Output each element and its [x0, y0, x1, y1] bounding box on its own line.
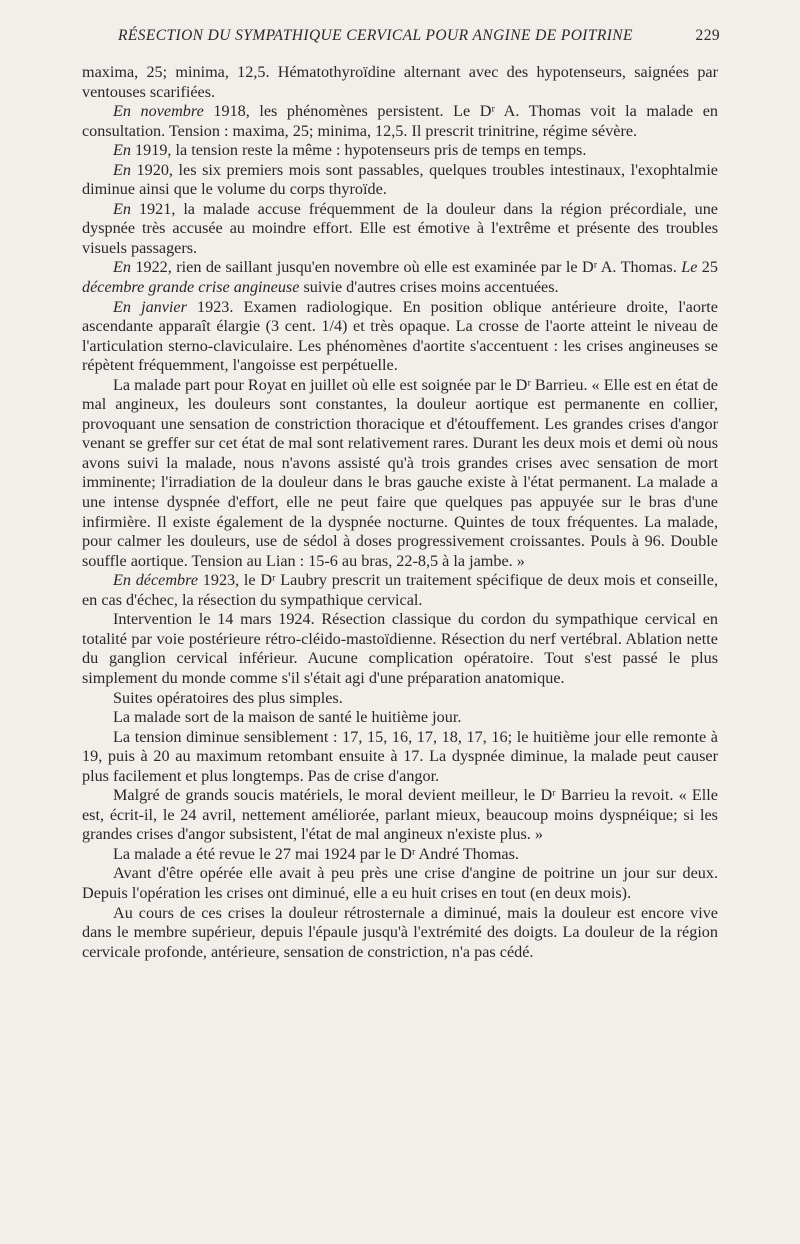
- text-run: La tension diminue sensiblement : 17, 15, 16, 17, 18, 17, 16; le huitième jour elle remonte à 19, puis à 20 au maximum retombant ensuite à 17. La dyspnée diminue, la malade peut causer plus facilement et plus longtemps. Pas de crise d'angor.: [82, 727, 718, 785]
- paragraph: [82, 63, 718, 102]
- italic-text: En décembre: [113, 571, 199, 590]
- text-run: suivie d'autres crises moins accentuées.: [299, 278, 559, 297]
- text-run: 1923, le Dʳ Laubry prescrit un traitement spécifique de deux mois et conseille, en cas d'échec, la résection du sympathique cervical.: [82, 571, 718, 609]
- paragraph: [82, 200, 718, 259]
- running-title: RÉSECTION DU SYMPATHIQUE CERVICAL POUR ANGINE DE POITRINE: [118, 27, 633, 44]
- paragraph: [82, 298, 718, 376]
- italic-text: En novembre: [113, 102, 204, 121]
- italic-text: En janvier: [113, 297, 187, 316]
- text-run: Malgré de grands soucis matériels, le moral devient meilleur, le Dʳ Barrieu la revoit. « Elle est, écrit-il, le 24 avril, nettement améliorée, parlant mieux, beaucoup moins dyspnéique; si les grandes crises d'angor subsistent, l'état de mal angineux n'existe plus. »: [82, 786, 718, 844]
- text-run: 1922, rien de saillant jusqu'en novembre où elle est examinée par le Dʳ A. Thomas.: [130, 258, 682, 277]
- italic-text: En: [113, 199, 131, 218]
- paragraph: [82, 141, 718, 161]
- paragraph: [82, 864, 718, 903]
- italic-text: décembre grande crise angineuse: [82, 278, 300, 297]
- text-run: Intervention le 14 mars 1924. Résection classique du cordon du sympathique cervical en totalité par voie postérieure rétro-cléido-mastoïdienne. Résection du nerf vertébral. Ablation nette du ganglion cervical inférieur. Aucune complication opératoire. Tout s'est passé le plus simplement du monde comme s'il s'était agi d'une préparation anatomique.: [82, 610, 718, 687]
- paragraph: [82, 904, 718, 963]
- text-run: 1923. Examen radiologique. En position oblique antérieure droite, l'aorte ascendante apparaît élargie (3 cent. 1/4) et très opaque. La crosse de l'aorte atteint le niveau de l'articulation sterno-claviculaire. Les phénomènes d'aortite s'accentuent : les crises angineuses se répètent fréquemment, l'angoisse est perpétuelle.: [82, 297, 718, 375]
- text-run: 1921, la malade accuse fréquemment de la douleur dans la région précordiale, une dyspnée très accusée au moindre effort. Elle est émotive à l'extrême et présente des troubles visuels passagers.: [82, 199, 718, 257]
- paragraph: [82, 728, 718, 787]
- italic-text: En: [113, 258, 131, 277]
- text-run: Suites opératoires des plus simples.: [113, 688, 343, 707]
- text-run: 1919, la tension reste la même : hypotenseurs pris de temps en temps.: [130, 141, 587, 160]
- paragraph: [82, 571, 718, 610]
- paragraph: [82, 161, 718, 200]
- paragraph: [82, 376, 718, 571]
- text-run: Au cours de ces crises la douleur rétrosternale a diminué, mais la douleur est encore vive dans le membre supérieur, depuis l'épaule jusqu'à l'extrémité des doigts. La douleur de la région cervicale profonde, antérieure, sensation de constriction, n'a pas cédé.: [82, 903, 718, 961]
- paragraph: [82, 845, 718, 865]
- paragraph: [82, 786, 718, 845]
- text-run: La malade sort de la maison de santé le huitième jour.: [113, 708, 462, 727]
- running-header: [80, 27, 720, 51]
- body-text: [82, 63, 718, 962]
- text-run: La malade a été revue le 27 mai 1924 par le Dʳ André Thomas.: [113, 844, 519, 863]
- text-run: 25: [697, 258, 718, 277]
- paragraph: [82, 258, 718, 297]
- text-run: maxima, 25; minima, 12,5. Hématothyroïdine alternant avec des hypotenseurs, saignées par ventouses scarifiées.: [82, 63, 718, 101]
- italic-text: En: [113, 141, 131, 160]
- paragraph: [82, 102, 718, 141]
- text-run: 1920, les six premiers mois sont passables, quelques troubles intestinaux, l'exophtalmie diminue ainsi que le volume du corps thyroïde.: [82, 160, 718, 199]
- paragraph: [82, 689, 718, 709]
- paragraph: [82, 610, 718, 688]
- text-run: 1918, les phénomènes persistent. Le Dʳ A. Thomas voit la malade en consultation. Tension : maxima, 25; minima, 12,5. Il prescrit trinitrine, régime sévère.: [82, 102, 718, 140]
- italic-text: En: [113, 160, 131, 179]
- text-run: Avant d'être opérée elle avait à peu près une crise d'angine de poitrine un jour sur deux. Depuis l'opération les crises ont diminué, elle a eu huit crises en tout (en deux mois).: [82, 864, 718, 902]
- text-run: La malade part pour Royat en juillet où elle est soignée par le Dʳ Barrieu. « Elle est en état de mal angineux, les douleurs sont constantes, la douleur aortique est permanente en collier, provoquant une sensation de constriction thoracique et d'étouffement. Les grandes crises d'angor venant se greffer sur cet état de mal sont relativement rares. Durant les deux mois et demi où nous avons suivi la malade, nous n'avons assisté qu'à trois grandes crises avec sensation de mort imminente; l'irradiation de la douleur dans le bras gauche existe à l'état permanent. La malade a une intense dyspnée d'effort, elle ne peut faire que quelques pas appuyée sur le bras d'une infirmière. Il existe également de la dyspnée nocturne. Quintes de toux fréquentes. La malade, pour calmer les douleurs, use de sédol à doses progressivement croissantes. Pouls à 96. Double souffle aortique. Tension au Lian : 15-6 au bras, 22-8,5 à la jambe. »: [82, 375, 718, 570]
- italic-text: Le: [681, 258, 698, 277]
- paragraph: [82, 708, 718, 728]
- page-number: 229: [695, 27, 720, 44]
